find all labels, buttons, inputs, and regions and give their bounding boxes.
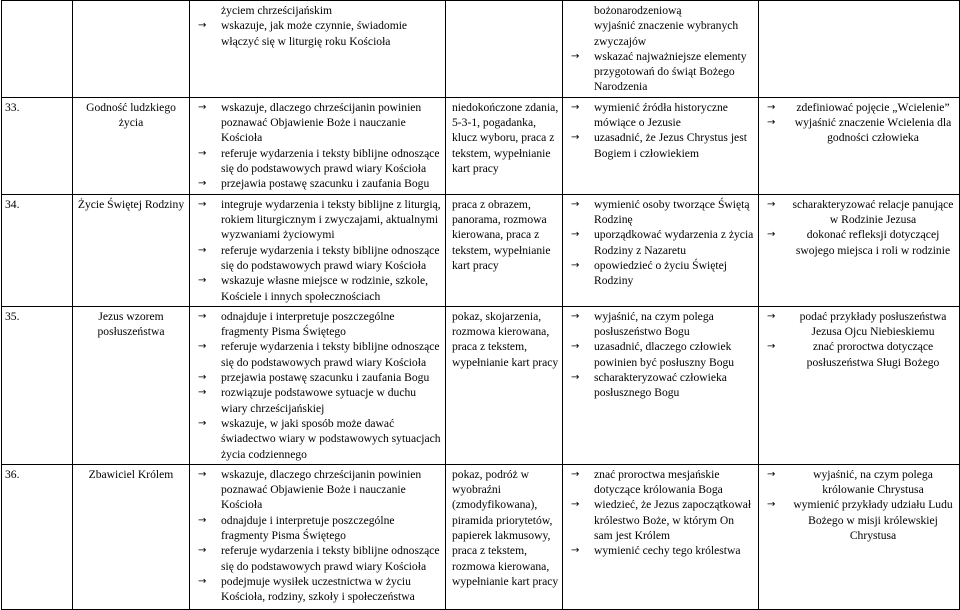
list-item-text: scharakteryzować relacje panujące w Rodzinie Jezusa — [792, 197, 954, 227]
arrow-bullet-icon: → — [571, 132, 580, 144]
arrow-bullet-icon: → — [571, 229, 580, 241]
lesson-number: 34. — [5, 197, 20, 211]
list-item-text: wskazuje, dlaczego chrześcijanin powinien poznawać Objawienie Boże i nauczanie Kościoła — [221, 100, 422, 145]
list-item-text: wyjaśnić znaczenie wybranych zwyczajów — [594, 19, 739, 48]
topic-title-cell — [73, 97, 190, 194]
list-item-text: życiem chrześcijańskim — [221, 4, 333, 17]
table-row — [2, 97, 960, 194]
requirements-cell — [190, 306, 446, 464]
lesson-number: 35. — [5, 309, 20, 323]
arrow-bullet-icon: → — [198, 244, 207, 256]
arrow-bullet-icon: → — [198, 310, 207, 322]
topic-title-cell — [73, 464, 190, 609]
list-item-text: wyjaśnić znaczenie Wcielenia dla godności człowieka — [794, 116, 952, 145]
list-item — [193, 18, 442, 49]
goals-cell — [563, 1, 759, 98]
lesson-title: Jezus wzorem posłuszeństwa — [97, 309, 165, 339]
list-item — [566, 227, 755, 258]
arrow-bullet-icon: → — [198, 341, 207, 353]
topic-cell — [2, 97, 73, 194]
list-item-text: wskazuje, jak może czynnie, świadomie włączyć się w liturgię roku Kościoła — [221, 19, 408, 48]
list-item — [193, 370, 442, 385]
topic-cell — [2, 464, 73, 609]
list-item — [566, 49, 755, 95]
list-item — [762, 115, 956, 146]
list-item-text: znać proroctwa dotyczące posłuszeństwa Sługi Bożego — [806, 340, 940, 369]
lesson-number: 33. — [5, 100, 20, 114]
arrow-bullet-icon: → — [571, 468, 580, 480]
arrow-bullet-icon: → — [767, 499, 776, 511]
list-item — [566, 130, 755, 161]
topic-title-cell — [73, 194, 190, 306]
list-item — [566, 370, 755, 401]
list-item — [193, 243, 442, 274]
list-item — [762, 197, 956, 228]
methods-text: pokaz, podróż w wyobraźni (zmodyfikowana), piramida priorytetów, papierek lakmusowy, praca z tekstem, rozmowa kierowana, wypełnianie kart pracy — [452, 467, 559, 588]
table-row — [2, 194, 960, 306]
lesson-title: Godność ludzkiego życia — [86, 100, 176, 130]
list-item — [193, 467, 442, 513]
arrow-bullet-icon: → — [767, 341, 776, 353]
list-item-text: wymienić źródła historyczne mówiące o Jezusie — [594, 100, 728, 130]
list-item — [762, 497, 956, 543]
methods-cell — [446, 306, 563, 464]
methods-cell — [446, 194, 563, 306]
topic-title-cell — [73, 1, 190, 98]
list-item-text: podejmuje wysiłek uczestnictwa w życiu Kościoła, rodziny, szkoły i społeczeństwa — [221, 574, 415, 604]
arrow-bullet-icon: → — [767, 117, 776, 129]
list-item — [566, 3, 755, 18]
list-item — [566, 309, 755, 340]
list-item — [193, 146, 442, 177]
list-item-text: zdefiniować pojęcie „Wcielenie” — [796, 100, 950, 114]
list-item-text: wiedzieć, że Jezus zapoczątkował królestwo Boże, w którym On sam jest Królem — [594, 498, 752, 543]
lesson-number: 36. — [5, 467, 20, 481]
arrow-bullet-icon: → — [198, 178, 207, 190]
list-item-text: odnajduje i interpretuje poszczególne fragmenty Pisma Świętego — [221, 309, 395, 339]
list-item — [566, 467, 755, 498]
goals-cell — [563, 306, 759, 464]
table-row — [2, 464, 960, 609]
list-item-text: uzasadnić, że Jezus Chrystus jest Bogiem i człowiekiem — [594, 131, 747, 160]
arrow-bullet-icon: → — [767, 229, 776, 241]
list-item-text: odnajduje i interpretuje poszczególne fragmenty Pisma Świętego — [221, 513, 395, 543]
arrow-bullet-icon: → — [571, 499, 580, 511]
list-item-text: dokonać refleksji dotyczącej swojego miejsca i roli w rodzinie — [795, 228, 951, 257]
arrow-bullet-icon: → — [198, 372, 207, 384]
arrow-bullet-icon: → — [198, 275, 207, 287]
list-item-text: uporządkować wydarzenia z życia Rodziny z Nazaretu — [594, 228, 754, 257]
outcomes-cell — [759, 1, 960, 98]
list-item — [566, 497, 755, 543]
arrow-bullet-icon: → — [198, 545, 207, 557]
list-item — [193, 197, 442, 243]
list-item — [193, 3, 442, 18]
methods-cell — [446, 464, 563, 609]
arrow-bullet-icon: → — [198, 417, 207, 429]
outcomes-cell — [759, 306, 960, 464]
topic-cell — [2, 1, 73, 98]
arrow-bullet-icon: → — [571, 198, 580, 210]
requirements-cell — [190, 97, 446, 194]
list-item — [566, 100, 755, 131]
list-item — [193, 513, 442, 544]
arrow-bullet-icon: → — [767, 198, 776, 210]
arrow-bullet-icon: → — [198, 101, 207, 113]
arrow-bullet-icon: → — [198, 468, 207, 480]
list-item-text: integruje wydarzenia i teksty biblijne z liturgią, rokiem liturgicznym i zwyczajami, aktualnymi wyzwaniami życiowymi — [221, 197, 441, 242]
list-item-text: wymienić przykłady udziału Ludu Bożego w misji królewskiej Chrystusa — [793, 498, 953, 543]
list-item-text: przejawia postawę szacunku i zaufania Bogu — [221, 177, 430, 191]
requirements-cell — [190, 194, 446, 306]
requirements-cell — [190, 464, 446, 609]
arrow-bullet-icon: → — [198, 514, 207, 526]
methods-text: praca z obrazem, panorama, rozmowa kierowana, praca z tekstem, wypełnianie kart pracy — [452, 197, 551, 272]
list-item-text: znać proroctwa mesjańskie dotyczące królowania Boga — [594, 467, 723, 497]
list-item — [566, 543, 755, 558]
list-item — [193, 416, 442, 462]
list-item-text: wymienić osoby tworzące Świętą Rodzinę — [594, 197, 750, 227]
arrow-bullet-icon: → — [571, 259, 580, 271]
list-item-text: referuje wydarzenia i teksty biblijne odnoszące się do podstawowych prawd wiary Kościoła — [221, 544, 440, 573]
methods-text: pokaz, skojarzenia, rozmowa kierowana, praca z tekstem, wypełnianie kart pracy — [452, 309, 559, 369]
topic-cell — [2, 306, 73, 464]
list-item — [762, 309, 956, 340]
curriculum-table — [1, 0, 960, 610]
list-item — [566, 18, 755, 49]
list-item — [193, 176, 442, 191]
list-item-text: referuje wydarzenia i teksty biblijne odnoszące się do podstawowych prawd wiary Kościoła — [221, 340, 440, 369]
list-item-text: uzasadnić, dlaczego człowiek powinien być posłuszny Bogu — [594, 340, 735, 369]
list-item-text: wskazuje, w jaki sposób może dawać świadectwo wiary w podstawowych sytuacjach życia codziennego — [221, 416, 441, 461]
arrow-bullet-icon: → — [767, 468, 776, 480]
outcomes-cell — [759, 97, 960, 194]
arrow-bullet-icon: → — [571, 310, 580, 322]
list-item — [193, 309, 442, 340]
list-item-text: rozwiązuje podstawowe sytuacje w duchu wiary chrześcijańskiej — [221, 386, 417, 415]
list-item — [762, 227, 956, 258]
topic-title-cell — [73, 306, 190, 464]
arrow-bullet-icon: → — [571, 372, 580, 384]
arrow-bullet-icon: → — [198, 575, 207, 587]
list-item-text: opowiedzieć o życiu Świętej Rodziny — [594, 258, 727, 288]
methods-cell — [446, 97, 563, 194]
list-item — [193, 574, 442, 605]
arrow-bullet-icon: → — [198, 20, 207, 32]
table-row — [2, 306, 960, 464]
topic-cell — [2, 194, 73, 306]
list-item — [762, 100, 956, 115]
goals-cell — [563, 97, 759, 194]
lesson-title: Życie Świętej Rodziny — [77, 197, 185, 211]
list-item-text: wskazać najważniejsze elementy przygotowań do świąt Bożego Narodzenia — [594, 49, 747, 94]
arrow-bullet-icon: → — [571, 545, 580, 557]
arrow-bullet-icon: → — [767, 310, 776, 322]
methods-cell — [446, 1, 563, 98]
requirements-cell — [190, 1, 446, 98]
list-item — [566, 258, 755, 289]
list-item — [193, 385, 442, 416]
list-item-text: podać przykłady posłuszeństwa Jezusa Ojcu Niebieskiemu — [799, 309, 947, 339]
goals-cell — [563, 464, 759, 609]
list-item-text: wskazuje, dlaczego chrześcijanin powinien poznawać Objawienie Boże i nauczanie Kościoła — [221, 467, 422, 512]
list-item — [193, 543, 442, 574]
list-item-text: scharakteryzować człowieka posłusznego Bogu — [594, 371, 727, 400]
list-item-text: referuje wydarzenia i teksty biblijne odnoszące się do podstawowych prawd wiary Kościoła — [221, 146, 440, 175]
arrow-bullet-icon: → — [198, 147, 207, 159]
arrow-bullet-icon: → — [571, 101, 580, 113]
lesson-title: Zbawiciel Królem — [88, 467, 174, 481]
list-item — [566, 197, 755, 228]
list-item — [193, 100, 442, 146]
arrow-bullet-icon: → — [571, 50, 580, 62]
list-item — [193, 339, 442, 370]
list-item — [566, 339, 755, 370]
list-item — [762, 339, 956, 370]
table-row — [2, 1, 960, 98]
list-item-text: wyjaśnić, na czym polega posłuszeństwo Bogu — [594, 309, 714, 339]
list-item — [762, 467, 956, 498]
list-item-text: referuje wydarzenia i teksty biblijne odnoszące się do podstawowych prawd wiary Kościoła — [221, 243, 440, 272]
list-item — [193, 273, 442, 304]
arrow-bullet-icon: → — [198, 387, 207, 399]
list-item-text: bożonarodzeniową — [594, 4, 682, 17]
arrow-bullet-icon: → — [767, 101, 776, 113]
outcomes-cell — [759, 194, 960, 306]
methods-text: niedokończone zdania, 5-3-1, pogadanka, klucz wyboru, praca z tekstem, wypełnianie kart pracy — [452, 100, 559, 175]
goals-cell — [563, 194, 759, 306]
list-item-text: wymienić cechy tego królestwa — [594, 544, 741, 558]
list-item-text: wskazuje własne miejsce w rodzinie, szkole, Kościele i innych społecznościach — [221, 274, 429, 303]
list-item-text: wyjaśnić, na czym polega królowanie Chrystusa — [813, 467, 933, 497]
list-item-text: przejawia postawę szacunku i zaufania Bogu — [221, 371, 430, 385]
outcomes-cell — [759, 464, 960, 609]
arrow-bullet-icon: → — [198, 198, 207, 210]
arrow-bullet-icon: → — [571, 341, 580, 353]
